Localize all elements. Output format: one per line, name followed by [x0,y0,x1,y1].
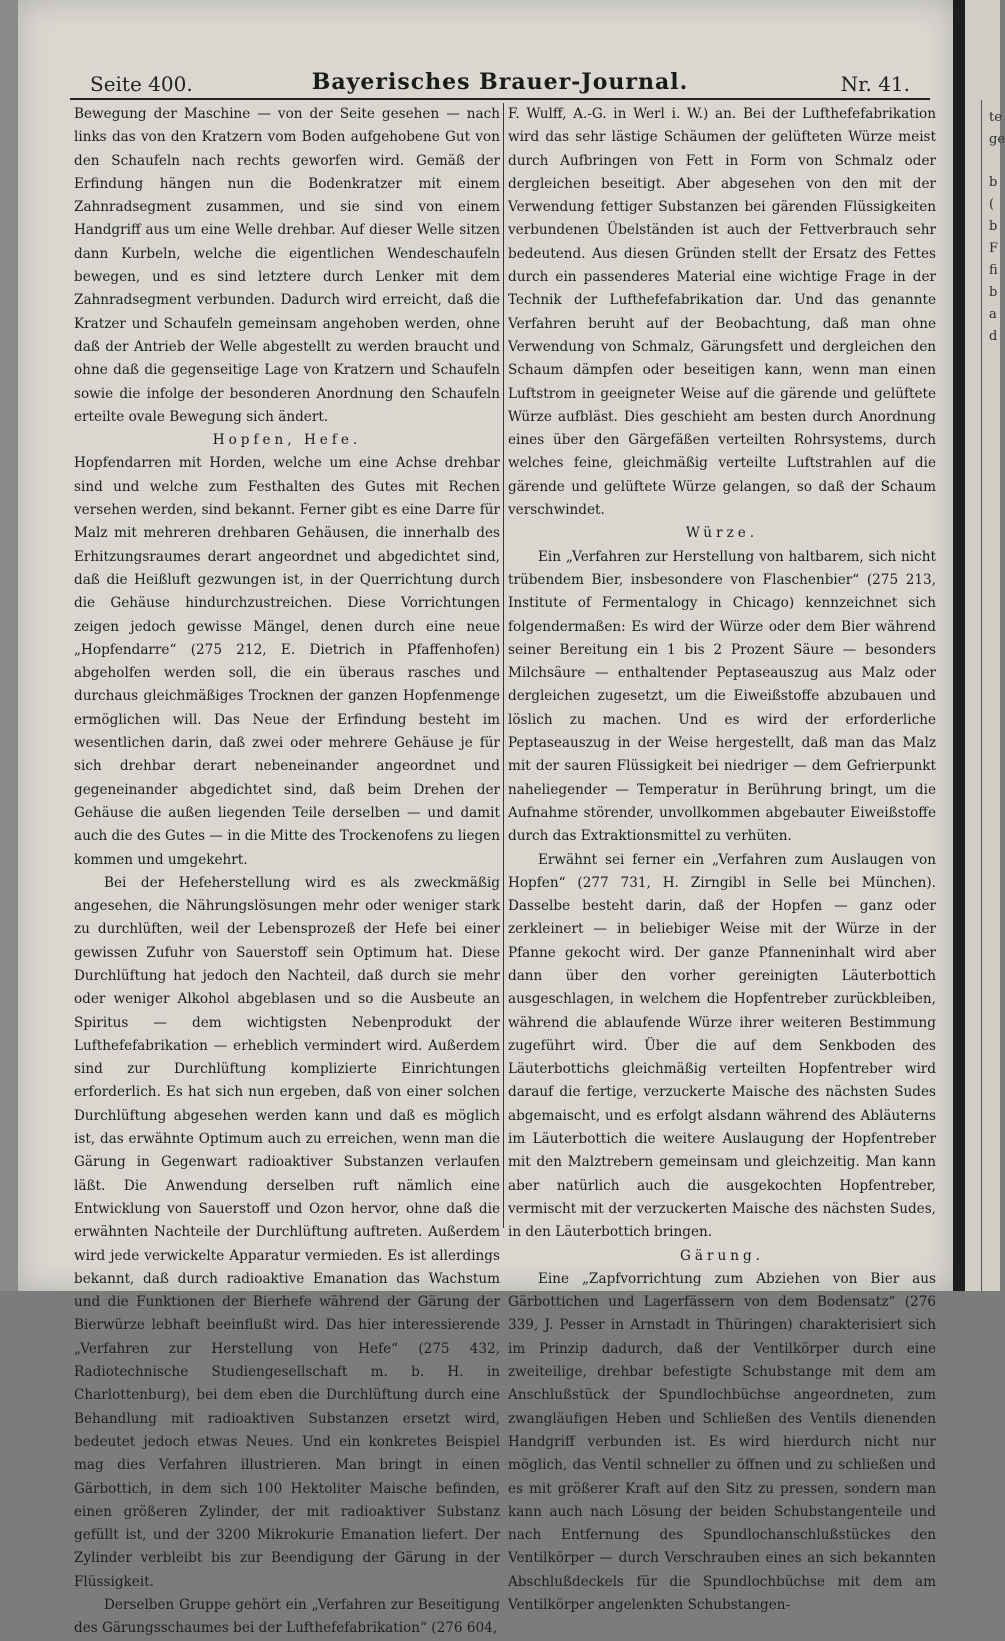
next-page-fragment: te [989,110,1002,125]
right-paragraph-1: F. Wulff, A.-G. in Werl i. W.) an. Bei der Lufthefefabrikation wird das sehr lästige Schäumen der gelüfteten Würze meist durch Aufbringen von Fett in Form von Schmalz oder dergleichen beseitigt. Aber abgesehen von den mit der Verwendung fettiger Substanzen bei gärenden Flüssigkeiten verbundenen Übelständen ist auch der Fettverbrauch sehr bedeutend. Aus diesen Gründen stellt der Ersatz des Fettes durch ein passenderes Material eine wichtige Frage in der Technik der Lufthefefabrikation dar. Und das genannte Verfahren beruht auf der Beobachtung, daß man ohne Verwendung von Schmalz, Gärungsfett und dergleichen den Schaum dämpfen oder beseitigen kann, wenn man einen Luftstrom in geeigneter Weise auf die gärende und gelüftete Würze aufbläst. Dies geschieht am besten durch Anordnung eines über den Gärgefäßen verteilten Rohrsystems, durch welches feine, gleichmäßig verteilte Luftstrahlen auf die gärende und gelüftete Würze gelangen, so daß der Schaum verschwindet. [508,106,936,519]
next-page-fragment: F [989,241,999,256]
left-paragraph-4: Derselben Gruppe gehört ein „Verfahren zur Beseitigung des Gärungsschaumes bei der Lufthefefabrikation“ (276 604, [74,1597,500,1637]
left-paragraph-3: Bei der Hefeherstellung wird es als zweckmäßig angesehen, die Nährungslösungen mehr oder weniger stark zu durchlüften, weil der Lebensprozeß der Hefe bei einer gewissen Zufuhr von Sauerstoff sein Optimum hat. Diese Durchlüftung hat jedoch den Nachteil, daß durch sie mehr oder weniger Alkohol abgeblasen und so die Ausbeute an Spiritus — dem wichtigsten Nebenprodukt der Lufthefefabrikation — erheblich vermindert wird. Außerdem sind zur Durchlüftung komplizierte Einrichtungen erforderlich. Es hat sich nun ergeben, daß von einer solchen Durchlüftung abgesehen werden kann und daß es möglich ist, das erwähnte Optimum auch zu erreichen, wenn man die Gärung in Gegenwart radioaktiver Substanzen verlaufen läßt. Die Anwendung derselben ruft nämlich eine Entwicklung von Sauerstoff und Ozon hervor, ohne daß die erwähnten Nachteile der Durchlüftung auftreten. Außerdem wird jede verwickelte Apparatur vermieden. Es ist allerdings bekannt, daß durch radioaktive Emanation das Wachstum und die Funktionen der Bierhefe während der Gärung der Bierwürze lebhaft beeinflußt wird. Das hier interessierende „Verfahren zur Herstellung von Hefe“ (275 432, Radiotechnische Studiengesellschaft m. b. H. in Charlottenburg), bei dem eben die Durchlüftung durch eine Behandlung mit radioaktiven Substanzen ersetzt wird, bedeutet jedoch etwas Neues. Und ein konkretes Beispiel mag dies Verfahren illustrieren. Man bringt in einen Gärbottich, in dem sich 100 Hektoliter Maische befinden, einen größeren Zylinder, der mit radioaktiver Substanz gefüllt ist, und der 3200 Mikrokurie Emanation liefert. Der Zylinder verbleibt bis zur Beendigung der Gärung in der Flüssigkeit. [74,874,500,1590]
left-paragraph-1: Bewegung der Maschine — von der Seite gesehen — nach links das von den Kratzern vom Boden aufgehobene Gut von den Schaufeln nach rechts geworfen wird. Gemäß der Erfindung hängen nun die Bodenkratzer mit einem Zahnradsegment zusammen, und sie sind von einem Handgriff aus um eine Welle drehbar. Auf dieser Welle sitzen dann Kurbeln, welche die eigentlichen Wendeschaufeln bewegen, und es sind letztere durch Lenker mit dem Zahnradsegment verbunden. Dadurch wird erreicht, daß die Kratzer und Schaufeln gemeinsam angehoben werden, ohne daß der Antrieb der Welle abgestellt zu werden braucht und ohne daß die gegenseitige Lage von Kratzern und Schaufeln sowie die infolge der besonderen Anordnung den Schaufeln erteilte ovale Bewegung sich ändert. [74,106,500,425]
issue-number: Nr. 41. [840,72,910,96]
next-page-fragment: ( [989,197,995,212]
right-paragraph-2: Ein „Verfahren zur Herstellung von haltbarem, sich nicht trübendem Bier, insbesondere von Flaschenbier“ (275 213, Institute of Fermentalogy in Chicago) kennzeichnet sich folgendermaßen: Es wird der Würze oder dem Bier während seiner Bereitung ein 1 bis 2 Prozent Säure — besonders Milchsäure — enthaltender Peptaseauszug aus Malz oder dergleichen zugesetzt, um die Eiweißstoffe abzubauen und löslich zu machen. Und es wird der erforderliche Peptaseauszug in der Weise hergestellt, daß man das Malz mit der sauren Flüssigkeit bei niedriger — dem Gefrierpunkt naheliegender — Temperatur in Berührung bringt, um die Aufnahme störender, unvollkommen abgebauter Eiweißstoffe durch das Extraktionsmittel zu verhüten. [508,548,936,845]
next-page-rule [981,100,982,1291]
header-rule [70,98,930,100]
right-column [508,103,936,1613]
section-heading-gaerung: Gärung. [680,1247,764,1264]
next-page-fragment: b [989,285,998,300]
column-divider [503,103,504,1228]
left-paragraph-2: Hopfendarren mit Horden, welche um eine Achse drehbar sind und welche zum Festhalten des Gutes mit Rechen versehen werden, sind bekannt. Ferner gibt es eine Darre für Malz mit mehreren drehbaren Gehäusen, die innerhalb des Erhitzungsraumes derart angeordnet und abgedichtet sind, daß die Heißluft gezwungen ist, in der Querrichtung durch die Gehäuse hindurchzustreichen. Diese Vorrichtungen zeigen jedoch gewisse Mängel, denen durch eine neue „Hopfendarre“ (275 212, E. Dietrich in Pfaffenhofen) abgeholfen werden soll, die ein überaus rasches und durchaus gleichmäßiges Trocknen der ganzen Hopfenmenge ermöglichen will. Das Neue der Erfindung besteht im wesentlichen darin, daß zwei oder mehrere Gehäuse je für sich drehbar derart nebeneinander angeordnet und gegeneinander abgedichtet sind, daß beim Drehen der Gehäuse die außen liegenden Teile derselben — und damit auch die des Gutes — in die Mitte des Trockenofens zu liegen kommen und umgekehrt. [74,455,500,868]
page-number: Seite 400. [90,72,193,96]
next-page-fragment: b [989,219,998,234]
next-page-fragment: b [989,175,998,190]
next-page-margin [965,0,1005,1291]
page-header [70,64,930,98]
section-heading-hopfen-hefe: Hopfen, Hefe. [212,432,362,449]
right-paragraph-4: Eine „Zapfvorrichtung zum Abziehen von Bier aus Gärbottichen und Lagerfässern von dem Bodensatz“ (276 339, J. Pesser in Arnstadt in Thüringen) charakterisiert sich im Prinzip dadurch, daß der Ventilkörper durch eine zweiteilige, drehbar befestigte Schubstange mit dem am Anschlußstück der Spundlochbüchse angeordneten, zum zwangläufigen Heben und Schließen des Ventils dienenden Handgriff verbunden ist. Es wird hierdurch nicht nur möglich, das Ventil schneller zu öffnen und zu schließen und es mit größerer Kraft auf den Sitz zu pressen, sondern man kann auch nach Lösung der beiden Schubstangenteile und nach Entfernung des Spundlochanschlußstückes den Ventilkörper — durch Verschrauben eines an sich bekannten Abschlußdeckels für die Spundlochbüchse mit dem am Ventilkörper angelenkten Schubstangen- [508,1270,936,1613]
section-heading-wuerze: Würze. [685,525,759,542]
next-page-fragment: d [989,329,998,344]
next-page-fragment: a [989,307,997,322]
right-paragraph-3: Erwähnt sei ferner ein „Verfahren zum Auslaugen von Hopfen“ (277 731, H. Zirngibl in Selle bei München). Dasselbe besteht darin, daß der Hopfen — ganz oder zerkleinert — in beliebiger Weise mit der Würze in der Pfanne gekocht wird. Der ganze Pfanneninhalt wird aber dann über den vorher gereinigten Läuterbottich ausgeschlagen, in welchem die Hopfentreber zurückbleiben, während die ablaufende Würze ihrer weiteren Bestimmung zugeführt wird. Über die auf dem Senkboden des Läuterbottichs gleichmäßig verteilten Hopfentreber wird darauf die fertige, verzuckerte Maische des nächsten Sudes abgemaischt, und es erfolgt alsdann während des Abläuterns im Läuterbottich die weitere Auslaugung der Hopfentreber mit den Malztrebern gemeinsam und gleichzeitig. Man kann aber natürlich auch die ausgekochten Hopfentreber, vermischt mit der verzuckerten Maische des nächsten Sudes, in den Läuterbottich bringen. [508,851,936,1241]
left-column [74,103,500,1637]
next-page-fragment: ge [989,132,1005,147]
next-page-fragment: fi [989,263,998,278]
page-edge-shadow [953,0,965,1291]
journal-title: Bayerisches Brauer-Journal. [311,69,689,95]
